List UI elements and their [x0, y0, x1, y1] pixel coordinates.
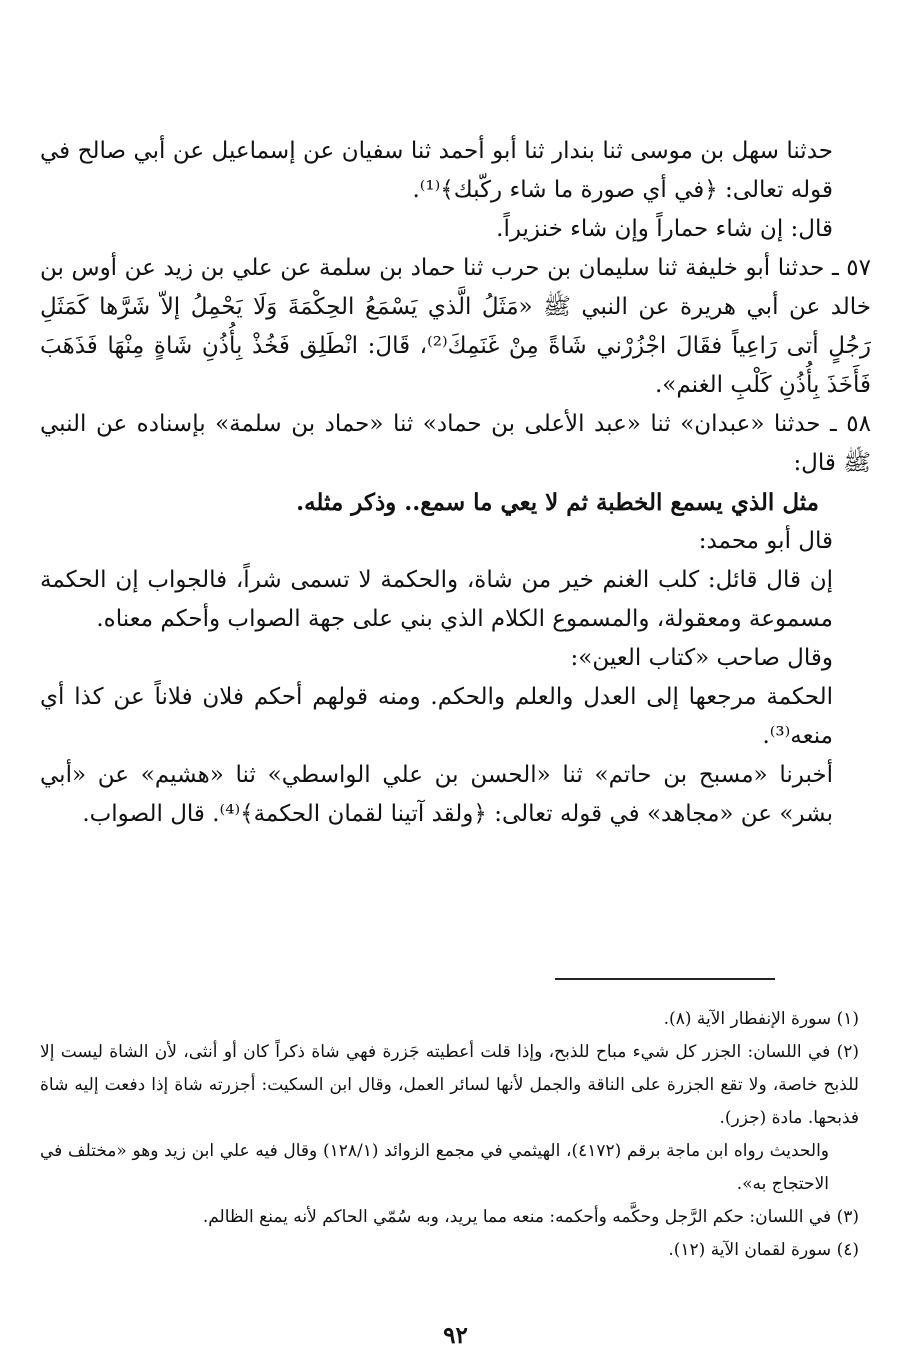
footnote-4: (٤) سورة لقمان الآية (١٢). [668, 1240, 859, 1260]
footnote-2: (٢) في اللسان: الجزر كل شيء مباح للذبح، وإذا قلت أعطيته جَزرة فهي شاة ذكراً كان أو أنثى، لأن الشاة ليست إلا للذبح خاصة، ولا تقع الجزرة على الناقة والجمل لأنها لسائر العمل، وقال ابن السكيت: أجزرته شاة إذا دفعت إليه شاة فذبحها. مادة (جزر). [40, 1042, 859, 1128]
paragraph-2: قال: إن شاء حماراً وإن شاء خنزيراً. [496, 216, 833, 242]
footnote-1: (١) سورة الإنفطار الآية (٨). [663, 1009, 859, 1029]
paragraph-explanation: إن قال قائل: كلب الغنم خير من شاة، والحكمة لا تسمى شراً، فالجواب إن الحكمة مسموعة ومعقولة، والمسموع الكلام الذي بني على جهة الصواب وأحكم معناه. [40, 567, 833, 632]
footnote-3: (٣) في اللسان: حكم الرَّجل وحكَّمه وأحكمه: منعه مما يريد، وبه سُمّي الحاكم لأنه يمنع الظالم. [202, 1207, 859, 1227]
footnotes [40, 1003, 859, 1267]
footnote-2-continuation: والحديث رواه ابن ماجة برقم (٤١٧٢)، الهيثمي في مجمع الزوائد (١٢٨/١) وقال فيه علي ابن زيد وهو «مختلف في الاحتجاج به». [40, 1141, 829, 1194]
footnote-divider [555, 978, 775, 980]
paragraph-1: حدثنا سهل بن موسى ثنا بندار ثنا أبو أحمد ثنا سفيان عن إسماعيل عن أبي صالح في قوله تعالى: ﴿في أي صورة ما شاء ركّبك﴾⁽¹⁾. [40, 138, 833, 203]
hadith-58-text: مثل الذي يسمع الخطبة ثم لا يعي ما سمع.. وذكر مثله. [296, 489, 819, 516]
paragraph-kitab-al-ayn: وقال صاحب «كتاب العين»: [570, 645, 833, 671]
paragraph-mujahid: أخبرنا «مسبح بن حاتم» ثنا «الحسن بن علي الواسطي» ثنا «هشيم» عن «أبي بشر» عن «مجاهد» في قوله تعالى: ﴿ولقد آتينا لقمان الحكمة﴾⁽⁴⁾. قال الصواب. [40, 762, 833, 827]
paragraph-definition: الحكمة مرجعها إلى العدل والعلم والحكم. ومنه قولهم أحكم فلان فلاناً عن كذا أي منعه⁽³⁾. [40, 684, 833, 749]
hadith-58: ٥٨ ـ حدثنا «عبدان» ثنا «عبد الأعلى بن حماد» ثنا «حماد بن سلمة» بإسناده عن النبي ﷺ قال: [40, 411, 871, 476]
page-number: ٩٢ [443, 1322, 468, 1349]
main-text [40, 132, 871, 834]
paragraph-abu-muhammad: قال أبو محمد: [698, 528, 833, 554]
hadith-57: ٥٧ ـ حدثنا أبو خليفة ثنا سليمان بن حرب ثنا حماد بن سلمة عن علي بن زيد عن أوس بن خالد عن أبي هريرة عن النبي ﷺ «مَثَلُ الَّذي يَسْمَعُ الحِكْمَةَ وَلَا يَحْمِلُ إلاّ شَرَّها كَمَثَلِ رَجُلٍ أتى رَاعِياً فقَالَ اجْزُرْني شَاةً مِنْ غَنَمِكَ⁽²⁾، قَالَ: انْطَلِق فَخُذْ بِأُذُنِ شَاةٍ مِنْهَا فَذَهَبَ فَأَخَذَ بِأُذُنِ كَلْبِ الغنم». [40, 255, 871, 398]
